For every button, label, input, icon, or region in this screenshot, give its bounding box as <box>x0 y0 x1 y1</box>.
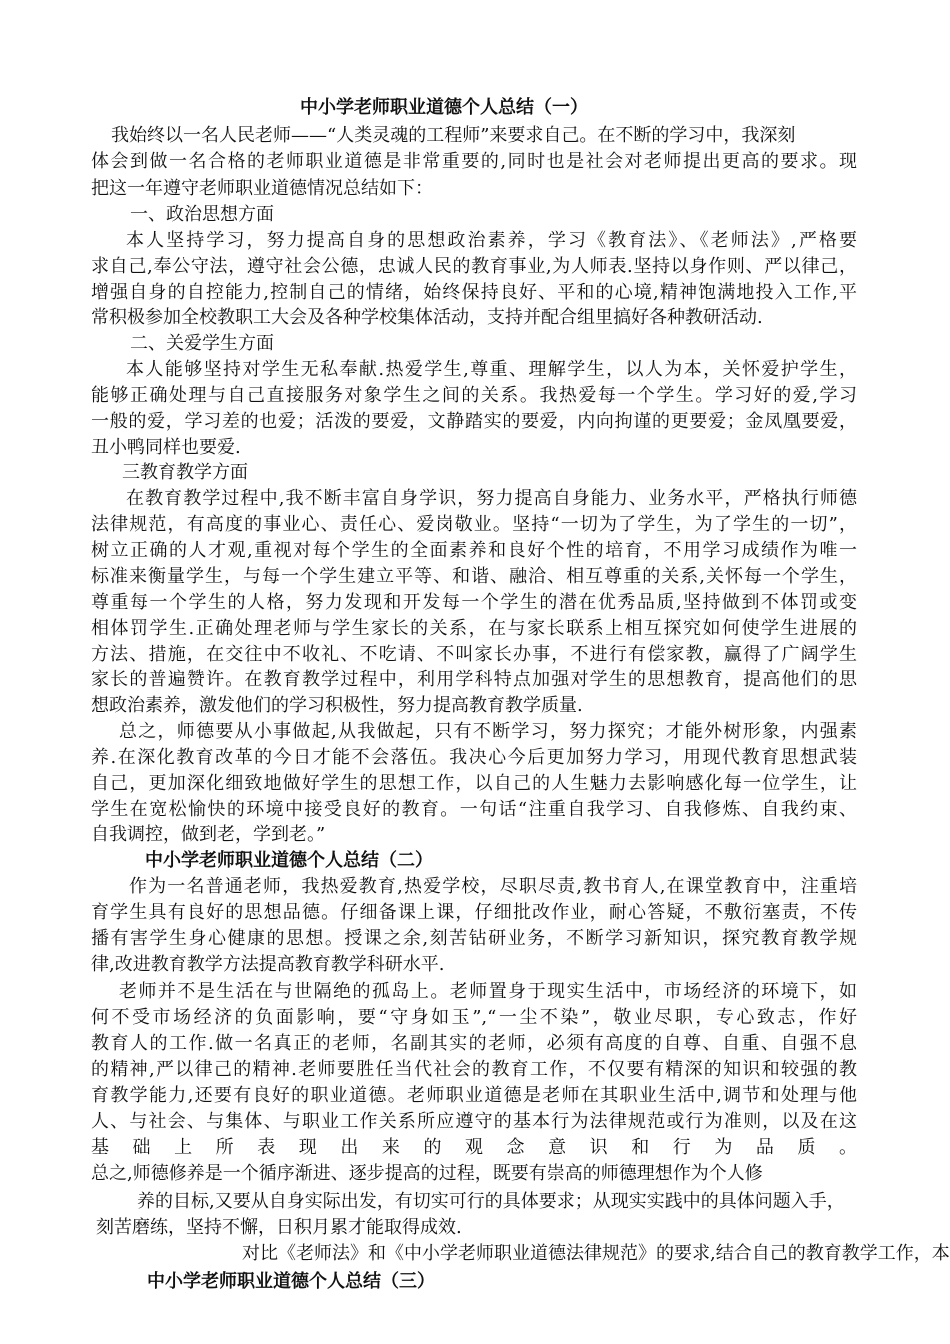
text-line: 想政治素养，激发他们的学习积极性，努力提高教育教学质量. <box>91 695 583 716</box>
text-line: 在教育教学过程中,我不断丰富自身学识，努力提高自身能力、业务水平，严格执行师德 <box>126 488 857 509</box>
text-line: 人、与社会、与集体、与职业工作关系所应遵守的基本行为法律规范或行为准则，以及在这 <box>91 1111 857 1132</box>
section-title-1: 中小学老师职业道德个人总结（一） <box>300 97 588 118</box>
text-line: 何不受市场经济的负面影响，要“守身如玉”,“一尘不染”，敬业尽职，专心致志，作好 <box>91 1007 857 1028</box>
section-title-3: 中小学老师职业道德个人总结（三） <box>147 1271 435 1292</box>
text-line: 相体罚学生.正确处理老师与学生家长的关系，在与家长联系上相互探究如何使学生进展的 <box>91 618 857 639</box>
text-line: 尊重每一个学生的人格，努力发现和开发每一个学生的潜在优秀品质,坚持做到不体罚或变 <box>91 592 857 613</box>
text-line: 家长的普遍赞许。在教育教学过程中，利用学科特点加强对学生的思想教育，提高他们的思 <box>91 669 857 690</box>
text-line: 体会到做一名合格的老师职业道德是非常重要的,同时也是社会对老师提出更高的要求。现 <box>91 151 857 172</box>
text-line: 自我调控，做到老，学到老。” <box>91 824 326 845</box>
section-heading: 三教育教学方面 <box>122 462 248 483</box>
text-line: 丑小鸭同样也要爱. <box>91 437 241 458</box>
text-line: 法律规范，有高度的事业心、责任心、爱岗敬业。坚持“一切为了学生，为了学生的一切”， <box>91 514 857 535</box>
text-line: 老师并不是生活在与世隔绝的孤岛上。老师置身于现实生活中，市场经济的环境下，如 <box>119 981 857 1002</box>
text-line: 求自己,奉公守法，遵守社会公德，忠诚人民的教育事业,为人师表.坚持以身作则、严以律己， <box>91 256 857 277</box>
section-heading: 一、政治思想方面 <box>130 204 274 225</box>
text-line: 自己，更加深化细致地做好学生的思想工作，以自己的人生魅力去影响感化每一位学生，让 <box>91 773 857 794</box>
text-line: 律,改进教育教学方法提高教育教学科研水平. <box>91 954 445 975</box>
text-line: 我始终以一名人民老师——“人类灵魂的工程师”来要求自己。在不断的学习中，我深刻 <box>111 125 796 146</box>
text-line: 总之,师德修养是一个循序渐进、逐步提高的过程，既要有崇高的师德理想作为个人修 <box>91 1163 763 1184</box>
text-line: 的精神,严以律己的精神.老师要胜任当代社会的教育工作，不仅要有精深的知识和较强的教 <box>91 1059 857 1080</box>
text-line: 育学生具有良好的思想品德。仔细备课上课，仔细批改作业，耐心答疑，不敷衍塞责，不传 <box>91 902 857 923</box>
text-line: 学生在宽松愉快的环境中接受良好的教育。一句话“注重自我学习、自我修炼、自我约束、 <box>91 799 857 820</box>
text-line: 本人坚持学习，努力提高自身的思想政治素养，学习《教育法》、《老师法》,严格要 <box>126 230 857 251</box>
section-title-2: 中小学老师职业道德个人总结（二） <box>145 850 433 871</box>
text-line: 本人能够坚持对学生无私奉献.热爱学生,尊重、理解学生，以人为本，关怀爱护学生， <box>126 359 857 380</box>
text-line: 一般的爱，学习差的也爱；活泼的要爱，文静踏实的要爱，内向拘谨的更要爱；金凤凰要爱， <box>91 411 857 432</box>
text-line: 作为一名普通老师，我热爱教育,热爱学校，尽职尽责,教书育人,在课堂教育中，注重培 <box>129 876 857 897</box>
text-line: 总之，师德要从小事做起,从我做起，只有不断学习，努力探究；才能外树形象，内强素 <box>119 721 857 742</box>
text-line: 教育人的工作.做一名真正的老师，名副其实的老师，必须有高度的自尊、自重、自强不息 <box>91 1033 857 1054</box>
text-line: 能够正确处理与自己直接服务对象学生之间的关系。我热爱每一个学生。学习好的爱,学习 <box>91 385 857 406</box>
text-line: 基础上所表现出来的观念意识和行为品质。 <box>91 1137 857 1158</box>
text-line: 养的目标,又要从自身实际出发，有切实可行的具体要求；从现实实践中的具体问题入手， <box>137 1191 845 1212</box>
text-line: 养.在深化教育改革的今日才能不会落伍。我决心今后更加努力学习，用现代教育思想武装 <box>91 747 857 768</box>
text-line: 标准来衡量学生，与每一个学生建立平等、和谐、融洽、相互尊重的关系,关怀每一个学生， <box>91 566 857 587</box>
text-line: 增强自身的自控能力,控制自己的情绪，始终保持良好、平和的心境,精神饱满地投入工作,平 <box>91 282 857 303</box>
text-line: 刻苦磨练，坚持不懈，日积月累才能取得成效. <box>96 1217 462 1238</box>
text-line <box>0 1295 950 1323</box>
text-line: 树立正确的人才观,重视对每个学生的全面素养和良好个性的培育，不用学习成绩作为唯一 <box>91 540 857 561</box>
text-line: 常积极参加全校教职工大会及各种学校集体活动，支持并配合组里搞好各种教研活动. <box>91 307 763 328</box>
text-line: 播有害学生身心健康的思想。授课之余,刻苦钻研业务，不断学习新知识，探究教育教学规 <box>91 928 857 949</box>
section-heading: 二、关爱学生方面 <box>130 333 274 354</box>
text-line: 对比《老师法》和《中小学老师职业道德法律规范》的要求,结合自己的教育教学工作，本 <box>242 1243 950 1264</box>
text-line: 育教学能力,还要有良好的职业道德。老师职业道德是老师在其职业生活中,调节和处理与他 <box>91 1085 857 1106</box>
text-line: 把这一年遵守老师职业道德情况总结如下： <box>91 178 433 199</box>
text-line: 方法、措施，在交往中不收礼、不吃请、不叫家长办事，不进行有偿家教，赢得了广阔学生 <box>91 644 857 665</box>
